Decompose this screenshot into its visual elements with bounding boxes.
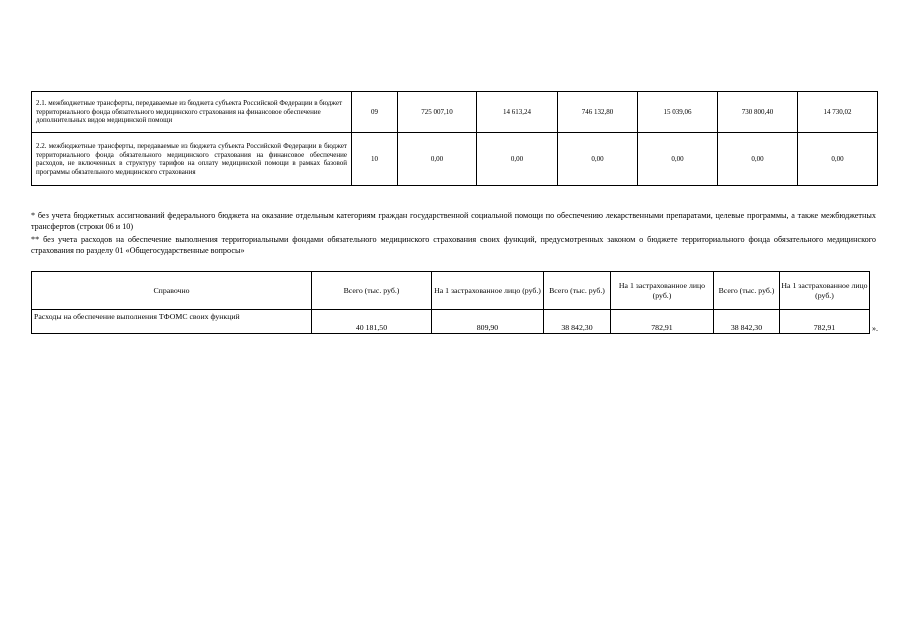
budget-transfers-table: [31, 91, 878, 186]
table-row: [32, 310, 870, 334]
table-cell: 14 613,24: [477, 92, 558, 133]
row-description: 2.2. межбюджетные трансферты, передаваемые из бюджета субъекта Российской Федерации в бюджет территориального фонда обязательного медицинского страхования на финансовое обеспечение расходов, не включенных в структуру тарифов на оплату медицинской помощи в рамках базовой программы обязательного медицинского страхования: [32, 133, 352, 186]
column-header: Всего (тыс. руб.): [312, 272, 432, 310]
table-cell: 38 842,30: [714, 310, 780, 334]
footnote-1: * без учета бюджетных ассигнований федерального бюджета на оказание отдельным категориям граждан государственной социальной помощи по обеспечению лекарственными препаратами, целевые программы, а также межбюджетных трансфертов (строки 06 и 10): [31, 211, 876, 231]
table-cell: 809,90: [432, 310, 544, 334]
row-code: 10: [352, 133, 398, 186]
footnote-2: ** без учета расходов на обеспечение выполнения территориальными фондами обязательного медицинского страхования своих функций, предусмотренных законом о бюджете территориального фонда обязательного медицинского страхования по разделу 01 «Общегосударственные вопросы»: [31, 235, 876, 255]
column-header: Всего (тыс. руб.): [544, 272, 611, 310]
table-cell: 0,00: [558, 133, 638, 186]
reference-table: [31, 271, 870, 334]
header-row: [32, 272, 870, 310]
table-cell: 0,00: [398, 133, 477, 186]
table-row: [32, 133, 878, 186]
column-header: На 1 застрахованное лицо (руб.): [432, 272, 544, 310]
table-cell: 0,00: [798, 133, 878, 186]
table-cell: 14 730,02: [798, 92, 878, 133]
table-cell: 782,91: [780, 310, 870, 334]
column-header: Всего (тыс. руб.): [714, 272, 780, 310]
closing-quote-mark: ».: [872, 324, 878, 333]
table-cell: 0,00: [477, 133, 558, 186]
table-cell: 725 007,10: [398, 92, 477, 133]
row-description: 2.1. межбюджетные трансферты, передаваемые из бюджета субъекта Российской Федерации в бюджет территориального фонда обязательного медицинского страхования на финансовое обеспечение дополнительных видов медицинской помощи: [32, 92, 352, 133]
table-cell: 38 842,30: [544, 310, 611, 334]
table-row: [32, 92, 878, 133]
table-cell: 746 132,80: [558, 92, 638, 133]
column-header: Справочно: [32, 272, 312, 310]
column-header: На 1 застрахованное лицо (руб.): [780, 272, 870, 310]
table-cell: 782,91: [611, 310, 714, 334]
column-header: На 1 застрахованное лицо (руб.): [611, 272, 714, 310]
table-cell: 40 181,50: [312, 310, 432, 334]
table-cell: 730 800,40: [718, 92, 798, 133]
row-label: Расходы на обеспечение выполнения ТФОМС своих функций: [32, 310, 312, 334]
table-cell: 15 039,06: [638, 92, 718, 133]
row-code: 09: [352, 92, 398, 133]
table-cell: 0,00: [718, 133, 798, 186]
table-cell: 0,00: [638, 133, 718, 186]
